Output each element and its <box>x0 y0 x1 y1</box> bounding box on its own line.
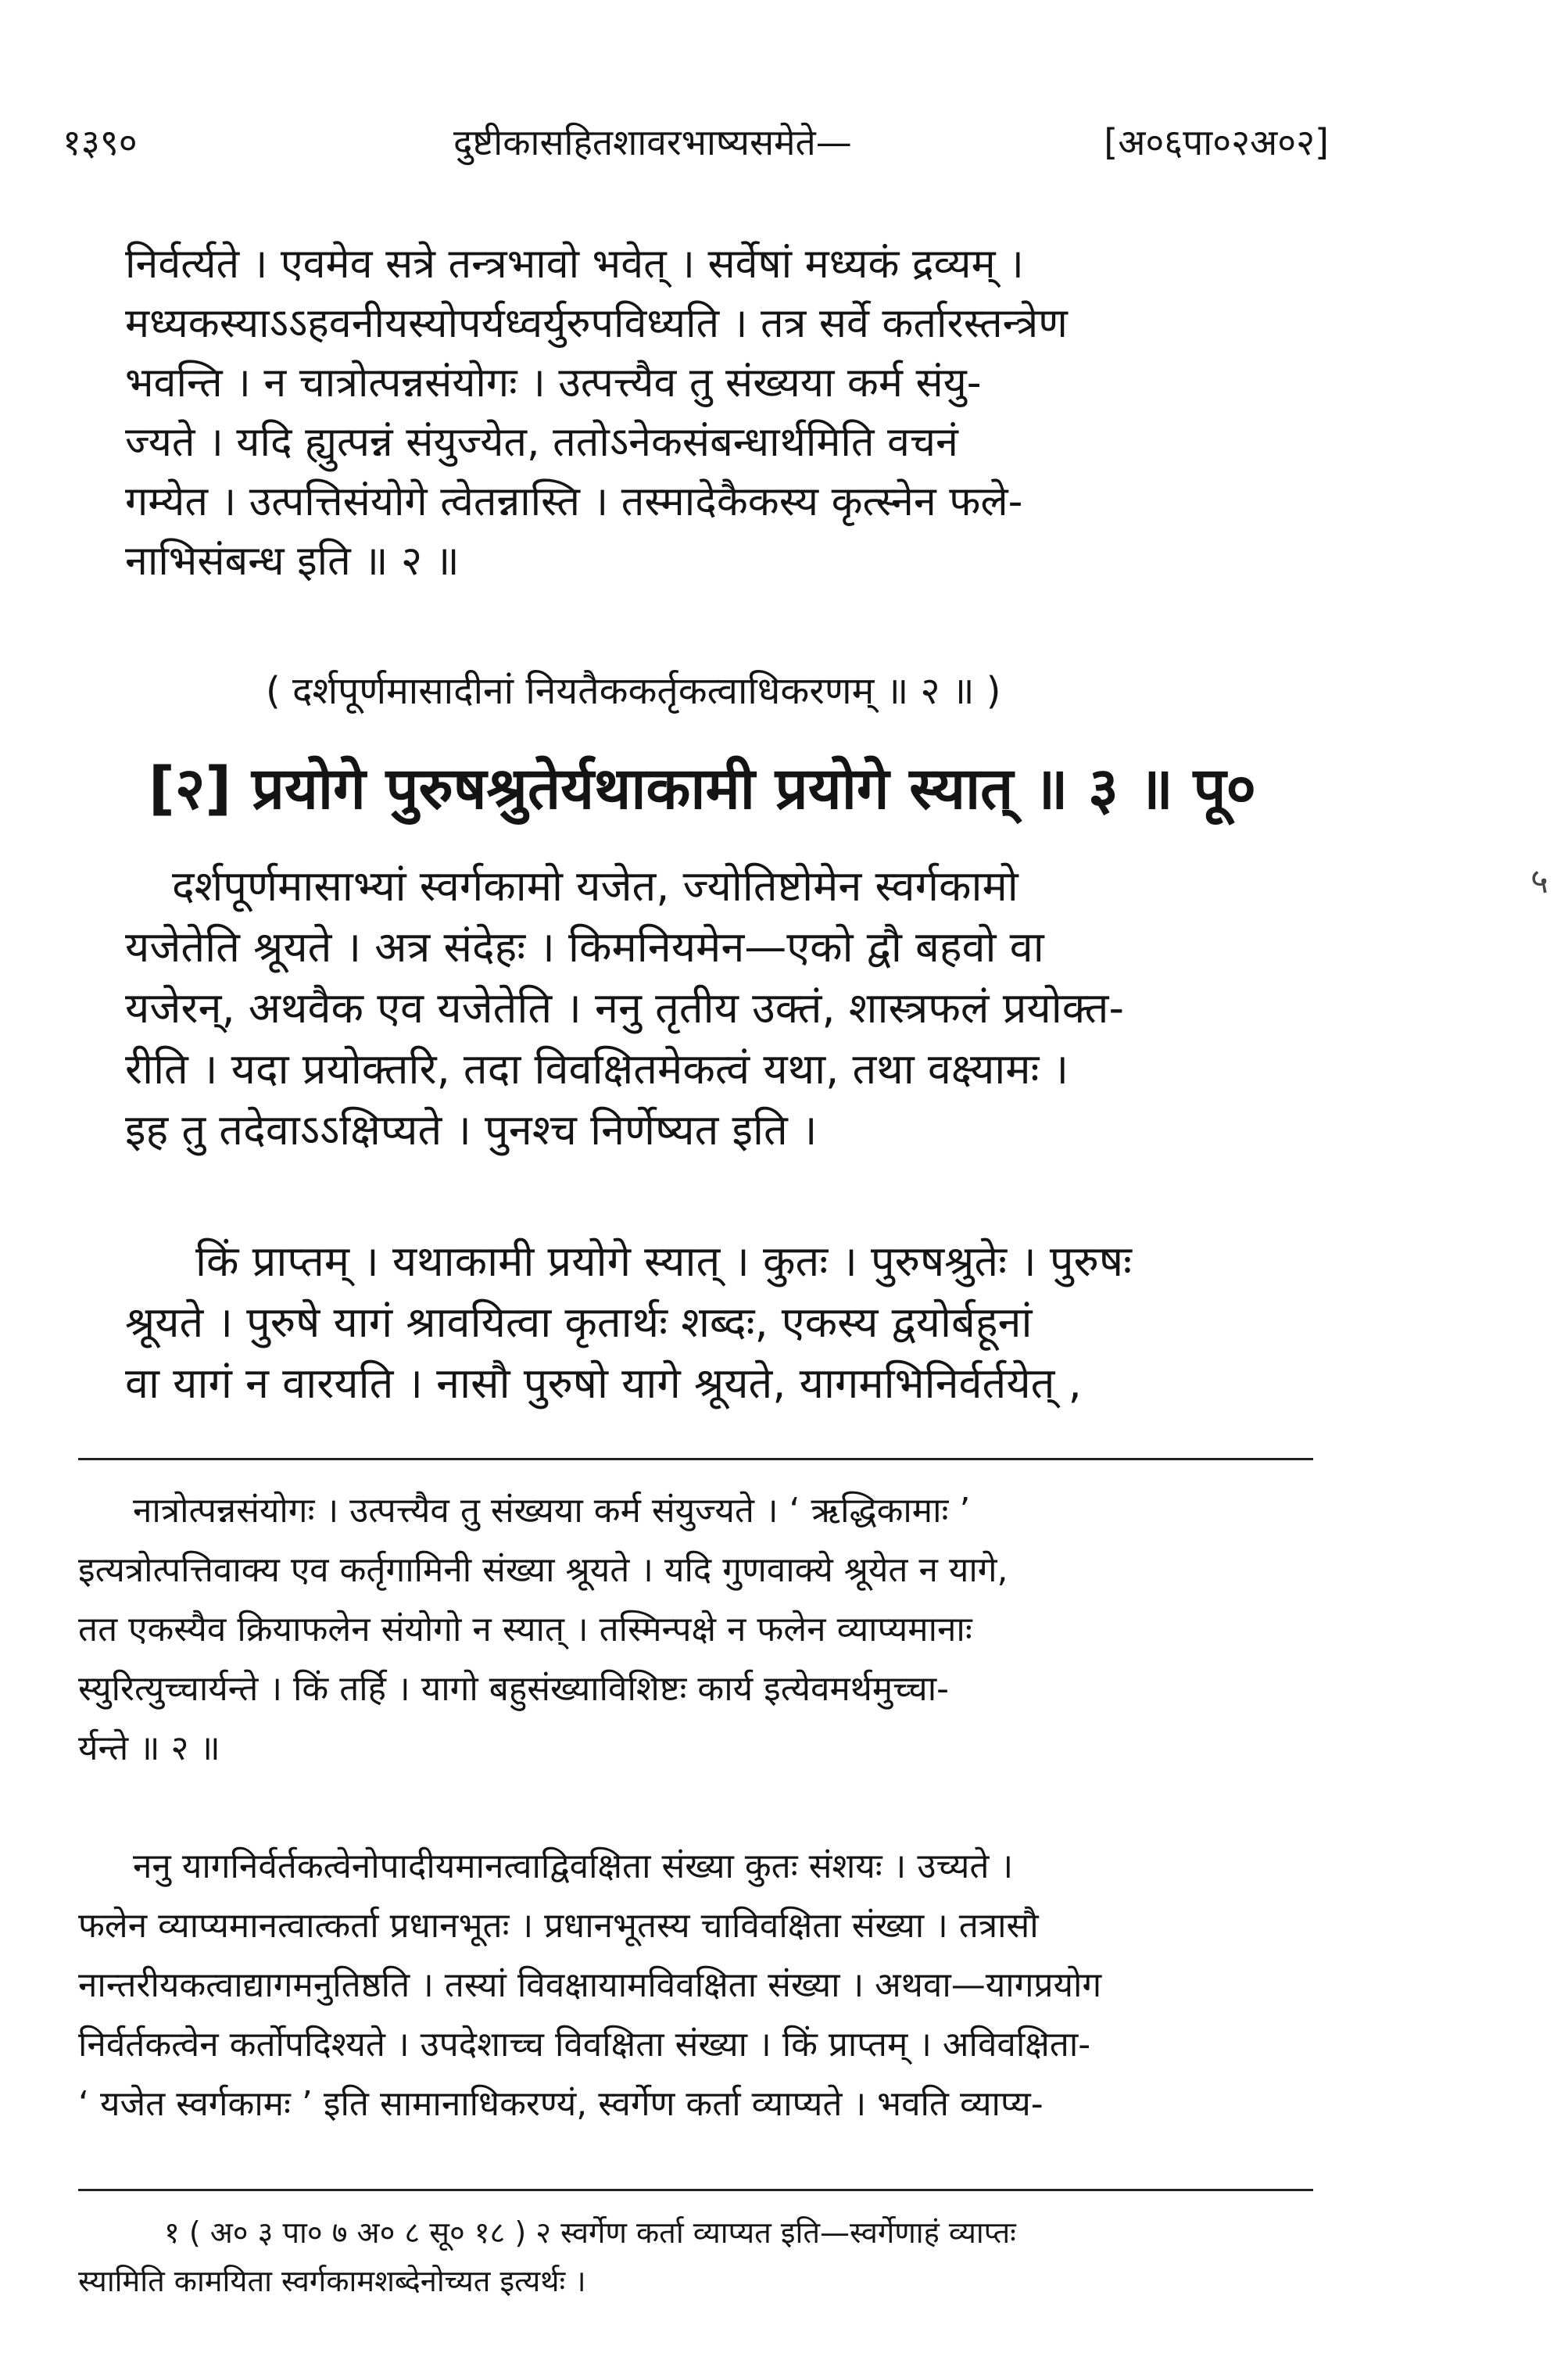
text-line: मध्यकस्याऽऽहवनीयस्योपर्यध्वर्युरुपविध्यति । तत्र सर्वे कर्तारस्तन्त्रेण <box>125 300 1068 347</box>
text-line: यजेतेति श्रूयते । अत्र संदेहः । किमनियमेन—एको द्वौ बहवो वा <box>125 922 1044 972</box>
text-line: दर्शपूर्णमासाभ्यां स्वर्गकामो यजेत, ज्योतिष्टोमेन स्वर्गकामो <box>172 861 1018 911</box>
text-line: रीति । यदा प्रयोक्तरि, तदा विवक्षितमेकत्वं यथा, तथा वक्ष्यामः । <box>125 1044 1069 1094</box>
bhashya-paragraph-1 <box>125 856 1298 1161</box>
text-line: नाभिसंबन्ध इति ॥ २ ॥ <box>125 538 460 585</box>
footnote-line: १ ( अ० ३ पा० ७ अ० ८ सू० १८ ) २ स्वर्गेण कर्ता व्याप्यत इति—स्वर्गेणाहं व्याप्तः <box>164 2215 1016 2250</box>
running-header <box>63 117 1329 188</box>
footnote-divider <box>78 2189 1313 2191</box>
text-line: इह तु तदेवाऽऽक्षिप्यते । पुनश्च निर्णेष्यत इति । <box>125 1105 818 1155</box>
text-line: वा यागं न वारयति । नासौ पुरुषो यागे श्रूयते, यागमभिनिर्वर्तयेत् , <box>125 1359 1082 1408</box>
footnotes <box>78 2208 1329 2305</box>
bhashya-paragraph-2 <box>125 1231 1298 1414</box>
text-line: स्युरित्युच्चार्यन्ते । किं तर्हि । यागो बहुसंख्याविशिष्टः कार्य इत्येवमर्थमुच्चा- <box>78 1669 949 1709</box>
text-line: ननु यागनिर्वर्तकत्वेनोपादीयमानत्वाद्विवक्षिता संख्या कुतः संशयः । उच्यते । <box>133 1846 1014 1886</box>
running-title: दुष्टीकासहितशावरभाष्यसमेते— <box>453 121 852 163</box>
sutra-heading: [२] प्रयोगे पुरुषश्रुतेर्यथाकामी प्रयोगे स्यात् ॥ ३ ॥ पू० <box>149 755 1257 822</box>
text-line: इत्यत्रोत्पत्तिवाक्य एव कर्तृगामिनी संख्या श्रूयते । यदि गुणवाक्ये श्रूयेत न यागे, <box>78 1550 1008 1590</box>
text-line: निर्वर्त्यते । एवमेव सत्रे तन्त्रभावो भवेत् । सर्वेषां मध्यकं द्रव्यम् । <box>125 241 1024 288</box>
text-line: गम्येत । उत्पत्तिसंयोगे त्वेतन्नास्ति । तस्मादेकैकस्य कृत्स्नेन फले- <box>125 478 1023 525</box>
text-line: भवन्ति । न चात्रोत्पन्नसंयोगः । उत्पत्त्यैव तु संख्यया कर्म संयु- <box>125 360 982 406</box>
text-line: किं प्राप्तम् । यथाकामी प्रयोगे स्यात् । कुतः । पुरुषश्रुतेः । पुरुषः <box>195 1237 1132 1286</box>
margin-mark: ५ <box>1530 861 1548 901</box>
text-line: तत एकस्यैव क्रियाफलेन संयोगो न स्यात् । तस्मिन्पक्षे न फलेन व्याप्यमानाः <box>78 1610 972 1649</box>
commentary-paragraph-2 <box>78 1837 1329 2134</box>
page-number: १३९० <box>63 121 138 163</box>
text-line: श्रूयते । पुरुषे यागं श्रावयित्वा कृतार्थः शब्दः, एकस्य द्वयोर्बहूनां <box>125 1298 1033 1347</box>
adhikarana-title: ( दर्शपूर्णमासादीनां नियतैककर्तृकत्वाधिकरणम् ॥ २ ॥ ) <box>266 669 1001 713</box>
text-line: र्यन्ते ॥ २ ॥ <box>78 1728 220 1768</box>
commentary-paragraph-1 <box>78 1481 1329 1778</box>
text-line: फलेन व्याप्यमानत्वात्कर्ता प्रधानभूतः । प्रधानभूतस्य चाविवक्षिता संख्या । तत्रासौ <box>78 1906 1039 1946</box>
text-line: नात्रोत्पन्नसंयोगः । उत्पत्त्यैव तु संख्यया कर्म संयुज्यते । ‘ ऋद्धिकामाः ’ <box>133 1491 971 1531</box>
text-line: नान्तरीयकत्वाद्यागमनुतिष्ठति । तस्यां विवक्षायामविवक्षिता संख्या । अथवा—यागप्रयोग <box>78 1965 1102 2005</box>
text-line: ‘ यजेत स्वर्गकामः ’ इति सामानाधिकरण्यं, स्वर्गेण कर्ता व्याप्यते । भवति व्याप्य- <box>78 2084 1044 2124</box>
text-line: निर्वर्तकत्वेन कर्तोपदिश्यते । उपदेशाच्च विवक्षिता संख्या । किं प्राप्तम् । अविवक्षिता- <box>78 2025 1091 2065</box>
text-line: यजेरन्, अथवैक एव यजेतेति । ननु तृतीय उक्तं, शास्त्रफलं प्रयोक्त- <box>125 983 1124 1033</box>
commentary-divider <box>78 1458 1313 1460</box>
main-text-block <box>125 235 1298 591</box>
text-line: ज्यते । यदि ह्युत्पन्नं संयुज्येत, ततोऽनेकसंबन्धार्थमिति वचनं <box>125 419 958 466</box>
section-reference: [अ०६पा०२अ०२] <box>1104 121 1329 163</box>
footnote-line: स्यामिति कामयिता स्वर्गकामशब्देनोच्यत इत्यर्थः । <box>78 2264 586 2298</box>
